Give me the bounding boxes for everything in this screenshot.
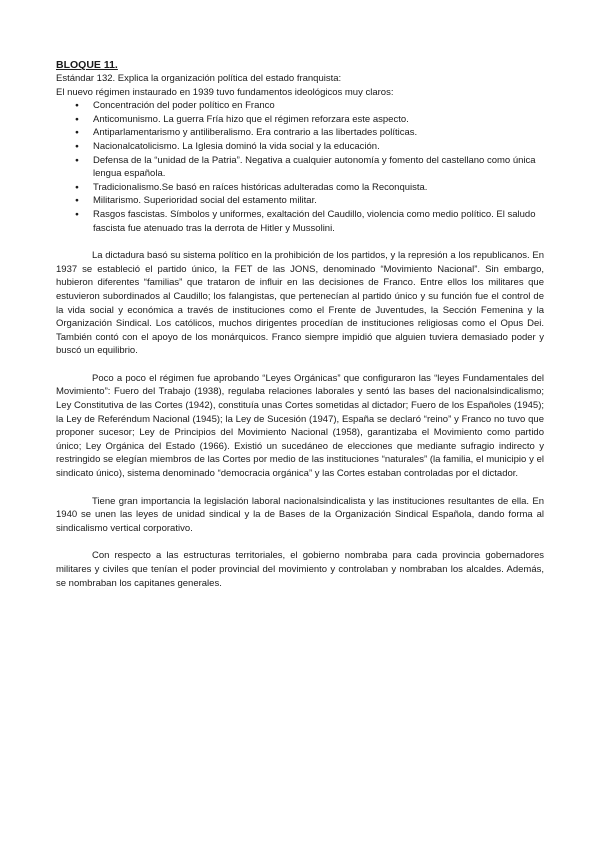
spacer	[56, 481, 544, 495]
list-item: ● Tradicionalismo.Se basó en raíces históricas adulteradas como la Reconquista.	[93, 181, 544, 195]
paragraph-territorial-structures: Con respecto a las estructuras territoriales, el gobierno nombraba para cada provincia gobernadores militares y civiles que tenían el poder provincial del movimiento y controlaban y nombraban los alcaldes. Además, se nombraban los capitanes generales.	[56, 550, 544, 589]
list-item: ● Concentración del poder político en Franco	[93, 99, 544, 113]
spacer	[56, 358, 544, 372]
document-title: BLOQUE 11.	[56, 59, 118, 71]
intro-line: El nuevo régimen instaurado en 1939 tuvo fundamentos ideológicos muy claros:	[56, 86, 394, 98]
standard-heading: Estándar 132. Explica la organización política del estado franquista:	[56, 73, 342, 84]
list-item: ● Antiparlamentarismo y antiliberalismo. Era contrario a las libertades políticas.	[93, 126, 544, 140]
paragraph-organic-laws: Poco a poco el régimen fue aprobando “Leyes Orgánicas” que configuraron las “leyes Fundamentales del Movimiento”: Fuero del Trabajo (1938), regulaba relaciones laborales y sentó las bases del nacionalsindicalismo; Ley Constitutiva de las Cortes (1942), constituía unas Cortes sometidas al dictador; Fuero de los Españoles (1945); la Ley de Referéndum Nacional (1945); la Ley de Sucesión (1947), España se declaró “reino” y Franco no tuvo que proponer sucesor; Ley de Principios del Movimiento Nacional (1958), garantizaba el Movimiento como partido único; Ley Orgánica del Estado (1966). Existió un sucedáneo de elecciones que mediante sufragio indirecto y restringido se elegían miembros de las Cortes por medio de las instituciones “naturales” (la familia, el municipio y el sindicato único), sistema denominado “democracia orgánica” y las Cortes estaban controladas por el dictador.	[56, 372, 544, 480]
list-item: ● Rasgos fascistas. Símbolos y uniformes, exaltación del Caudillo, violencia como medio político. El saludo fascista fue atenuado tras la derrota de Hitler y Mussolini.	[93, 208, 544, 235]
paragraph-labor-legislation: Tiene gran importancia la legislación laboral nacionalsindicalista y las instituciones resultantes de ella. En 1940 se unen las leyes de unidad sindical y la de Bases de la Organización Sindical Española, dando forma al sindicalismo vertical corporativo.	[56, 495, 544, 534]
spacer	[56, 235, 544, 249]
list-item: ● Militarismo. Superioridad social del estamento militar.	[93, 194, 544, 208]
list-item: ● Defensa de la “unidad de la Patria”. Negativa a cualquier autonomía y fomento del castellano como única lengua española.	[93, 154, 544, 181]
ideology-list	[56, 99, 544, 235]
paragraph-political-system: La dictadura basó su sistema político en la prohibición de los partidos, y la represión a los republicanos. En 1937 se estableció el partido único, la FET de las JONS, denominado “Movimiento Nacional”. Sin embargo, hubieron diferentes “familias” que trataron de influir en las decisiones de Franco. Entre ellos los militares que estuvieron subordinados al Caudillo; los falangistas, que pertenecían al partido único y su función fue el control de la vida social y económica a través de instituciones como el Frente de Juventudes, la Sección Femenina y la Organización Sindical. Los católicos, muchos dirigentes procedían de instituciones religiosas como el Opus Dei. También contó con el apoyo de los monárquicos. Franco siempre impidió que alguien tuviera demasiado poder y buscó un equilibrio.	[56, 250, 544, 357]
spacer	[56, 535, 544, 549]
list-item: ● Anticomunismo. La guerra Fría hizo que el régimen reforzara este aspecto.	[93, 113, 544, 127]
list-item: ● Nacionalcatolicismo. La Iglesia dominó la vida social y la educación.	[93, 140, 544, 154]
